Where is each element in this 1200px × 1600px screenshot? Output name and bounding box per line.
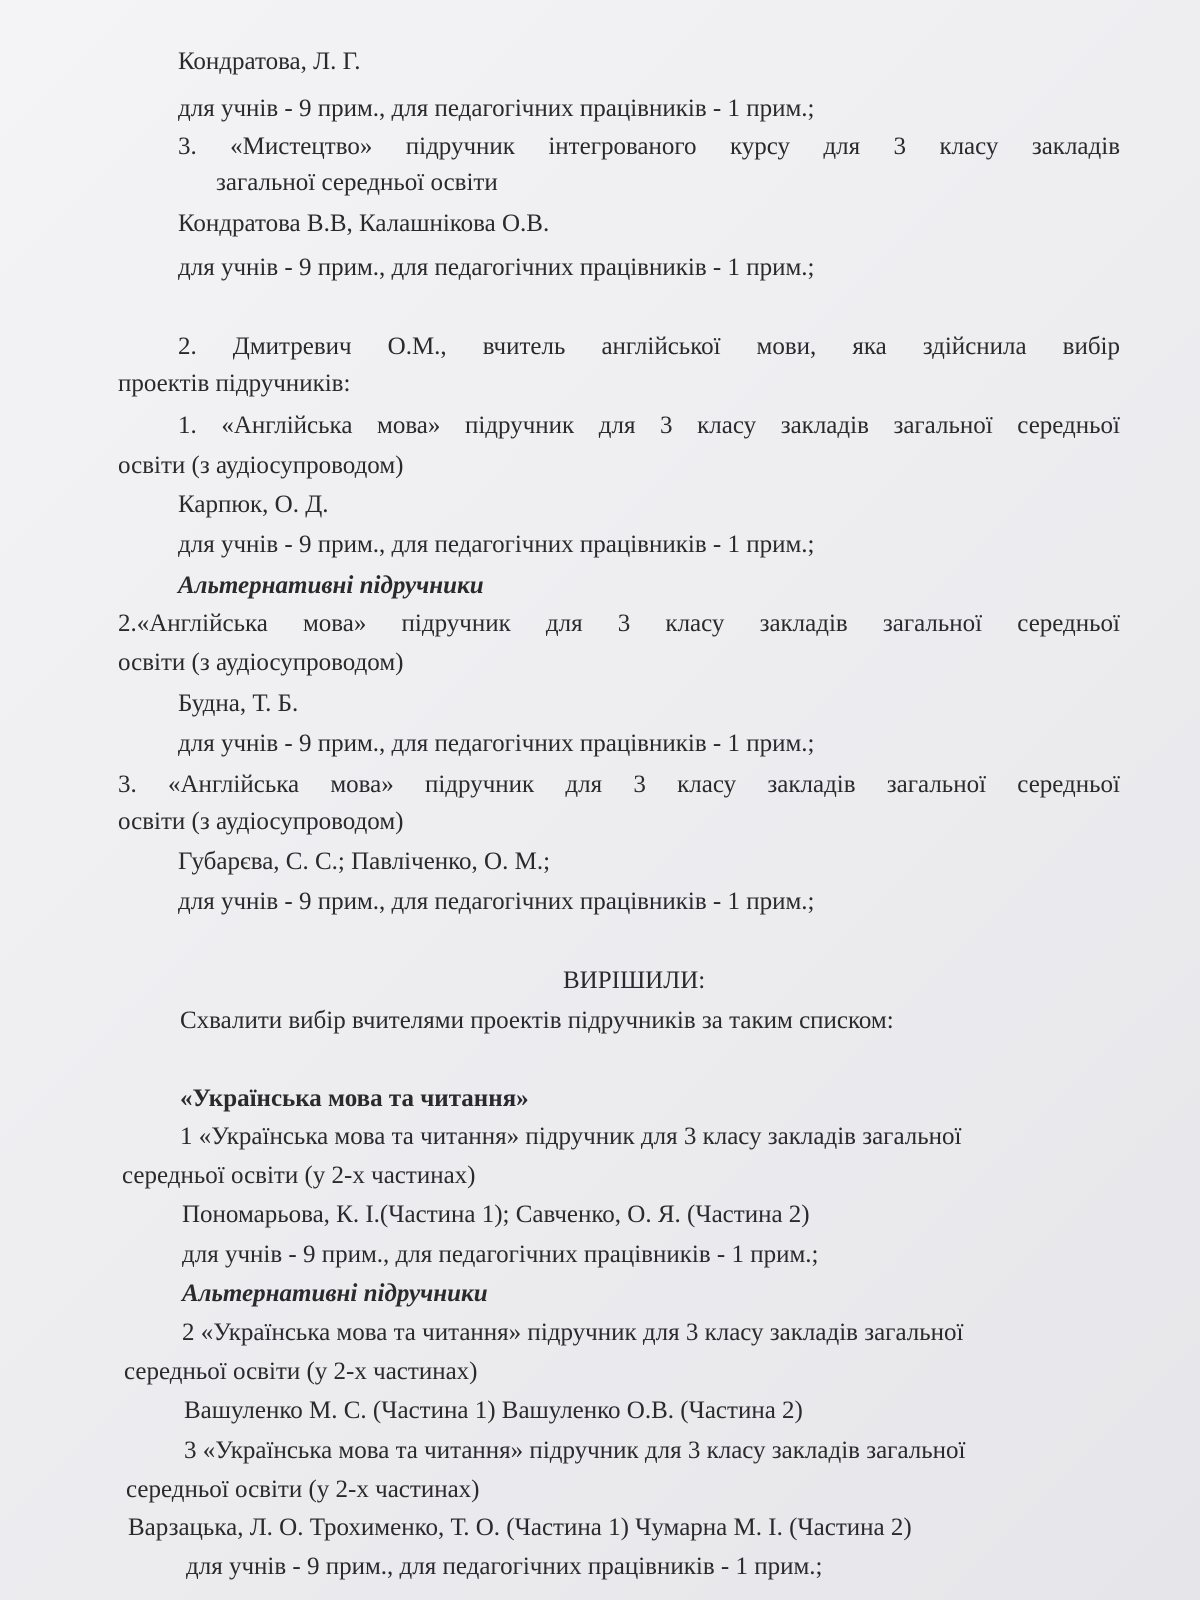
copies-line: для учнів - 9 прим., для педагогічних працівників - 1 прим.; — [178, 95, 815, 122]
decision-text: Схвалити вибір вчителями проектів підручників за таким списком: — [180, 1007, 894, 1034]
teacher-paragraph: 2. Дмитревич О.М., вчитель англійської мови, яка здійснила вибір — [178, 333, 1120, 360]
author-line: Карпюк, О. Д. — [178, 491, 329, 518]
textbook-item: 3 «Українська мова та читання» підручник для 3 класу закладів загальної — [184, 1437, 966, 1464]
textbook-item: 1 «Українська мова та читання» підручник для 3 класу закладів загальної — [180, 1123, 962, 1150]
subject-heading: «Українська мова та читання» — [180, 1085, 529, 1112]
decision-heading: ВИРІШИЛИ: — [563, 967, 706, 994]
textbook-item-continuation: освіти (з аудіосупроводом) — [118, 649, 404, 676]
author-line: Вашуленко М. С. (Частина 1) Вашуленко О.В. (Частина 2) — [184, 1397, 803, 1424]
textbook-item: 2 «Українська мова та читання» підручник для 3 класу закладів загальної — [182, 1319, 964, 1346]
textbook-item-continuation: загальної середньої освіти — [216, 169, 498, 196]
copies-line: для учнів - 9 прим., для педагогічних працівників - 1 прим.; — [182, 1241, 819, 1268]
author-line: Кондратова В.В, Калашнікова О.В. — [178, 210, 550, 237]
textbook-item: 3. «Мистецтво» підручник інтегрованого курсу для 3 класу закладів — [178, 133, 1120, 160]
textbook-item: 2.«Англійська мова» підручник для 3 класу закладів загальної середньої — [118, 610, 1120, 637]
author-line: Будна, Т. Б. — [178, 690, 299, 717]
copies-line: для учнів - 9 прим., для педагогічних працівників - 1 прим.; — [178, 531, 815, 558]
author-line: Кондратова, Л. Г. — [178, 48, 361, 75]
alternative-heading: Альтернативні підручники — [178, 572, 484, 599]
textbook-item: 3. «Англійська мова» підручник для 3 класу закладів загальної середньої — [118, 771, 1120, 798]
textbook-item: 1. «Англійська мова» підручник для 3 класу закладів загальної середньої — [178, 412, 1120, 439]
textbook-item-continuation: освіти (з аудіосупроводом) — [118, 808, 404, 835]
copies-line: для учнів - 9 прим., для педагогічних працівників - 1 прим.; — [178, 254, 815, 281]
copies-line: для учнів - 9 прим., для педагогічних працівників - 1 прим.; — [186, 1553, 823, 1580]
textbook-item-continuation: середньої освіти (у 2-х частинах) — [126, 1476, 480, 1503]
alternative-heading: Альтернативні підручники — [182, 1280, 488, 1307]
textbook-item-continuation: освіти (з аудіосупроводом) — [118, 452, 404, 479]
author-line: Губарєва, С. С.; Павліченко, О. М.; — [178, 848, 551, 875]
textbook-item-continuation: середньої освіти (у 2-х частинах) — [122, 1162, 476, 1189]
teacher-paragraph-continuation: проектів підручників: — [118, 370, 351, 397]
textbook-item-continuation: середньої освіти (у 2-х частинах) — [124, 1358, 478, 1385]
copies-line: для учнів - 9 прим., для педагогічних працівників - 1 прим.; — [178, 730, 815, 757]
author-line: Варзацька, Л. О. Трохименко, Т. О. (Частина 1) Чумарна М. І. (Частина 2) — [128, 1514, 912, 1541]
copies-line: для учнів - 9 прим., для педагогічних працівників - 1 прим.; — [178, 888, 815, 915]
author-line: Пономарьова, К. І.(Частина 1); Савченко, О. Я. (Частина 2) — [182, 1201, 810, 1228]
